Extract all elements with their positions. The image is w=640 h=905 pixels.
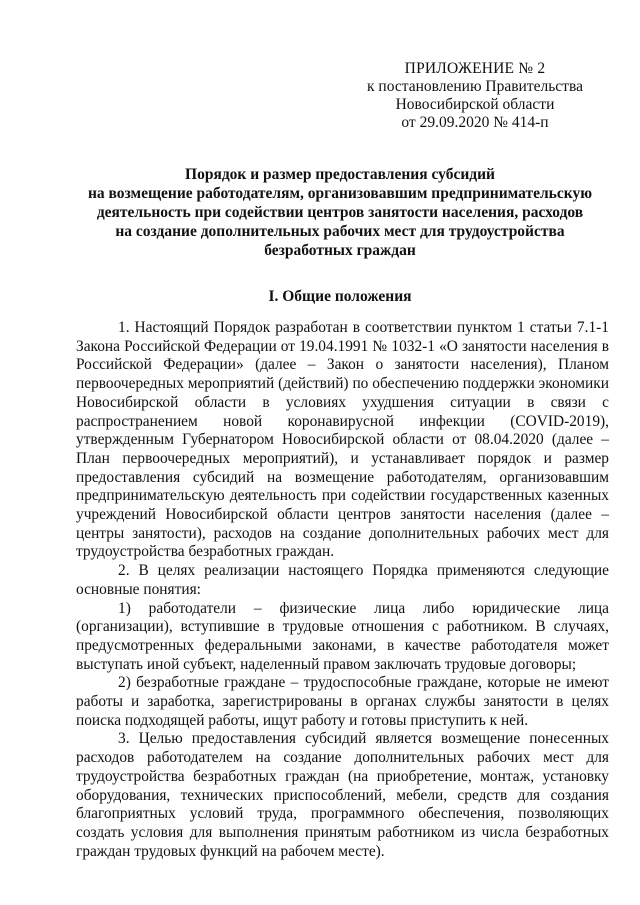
paragraph-2-item-2: 2) безработные граждане – трудоспособные граждане, которые не имеют работы и заработка, зарегистрированы в органах службы занятости в целях поиска подходящей работы, ищут работу и готовы приступить к ней. (76, 674, 609, 729)
document-title-line: Порядок и размер предоставления субсидий (185, 166, 495, 183)
appendix-line-resolution: к постановлению Правительства (367, 78, 583, 95)
body-text (76, 319, 609, 861)
document-title-line: безработных граждан (264, 242, 416, 259)
document-title-line: на возмещение работодателям, организовавшим предпринимательскую (87, 185, 593, 202)
appendix-line-date: от 29.09.2020 № 414-п (401, 114, 549, 131)
paragraph-2: 2. В целях реализации настоящего Порядка применяются следующие основные понятия: (76, 562, 609, 598)
appendix-title: ПРИЛОЖЕНИЕ № 2 (404, 60, 546, 77)
section-heading: I. Общие положения (268, 288, 412, 305)
paragraph-1: 1. Настоящий Порядок разработан в соответствии пунктом 1 статьи 7.1-1 Закона Российской Федерации от 19.04.1991 № 1032-1 «О занятости населения в Российской Федерации» (далее – Закон о занятости населения), Планом первоочередных мероприятий (действий) по обеспечению поддержки экономики Новосибирской области в условиях ухудшения ситуации в связи с распространением новой коронавирусной инфекции (COVID-2019), утвержденным Губернатором Новосибирской области от 08.04.2020 (далее – План первоочередных мероприятий), и устанавливает порядок и размер предоставления субсидий на возмещение работодателям, организовавшим предпринимательскую деятельность при содействии государственных казенных учреждений Новосибирской области центров занятости населения (далее – центры занятости), расходов на создание дополнительных рабочих мест для трудоустройства безработных граждан. (76, 319, 609, 561)
paragraph-3: 3. Целью предоставления субсидий является возмещение понесенных расходов работодателем на создание дополнительных рабочих мест для трудоустройства безработных граждан (на приобретение, монтаж, установку оборудования, технических приспособлений, мебели, средств для создания благоприятных условий труда, программного обеспечения, позволяющих создать условия для выполнения принятым работником из числа безработных граждан трудовых функций на рабочем месте). (76, 730, 609, 860)
paragraph-2-item-1: 1) работодатели – физические лица либо юридические лица (организации), вступившие в трудовые отношения с работником. В случаях, предусмотренных федеральными законами, в качестве работодателя может выступать иной субъект, наделенный правом заключать трудовые договоры; (76, 599, 609, 673)
document-title-line: деятельность при содействии центров занятости населения, расходов (96, 204, 584, 221)
document-title (60, 165, 620, 260)
appendix-header (340, 60, 610, 132)
appendix-line-region: Новосибирской области (395, 96, 555, 113)
document-title-line: на создание дополнительных рабочих мест для трудоустройства (115, 223, 565, 240)
